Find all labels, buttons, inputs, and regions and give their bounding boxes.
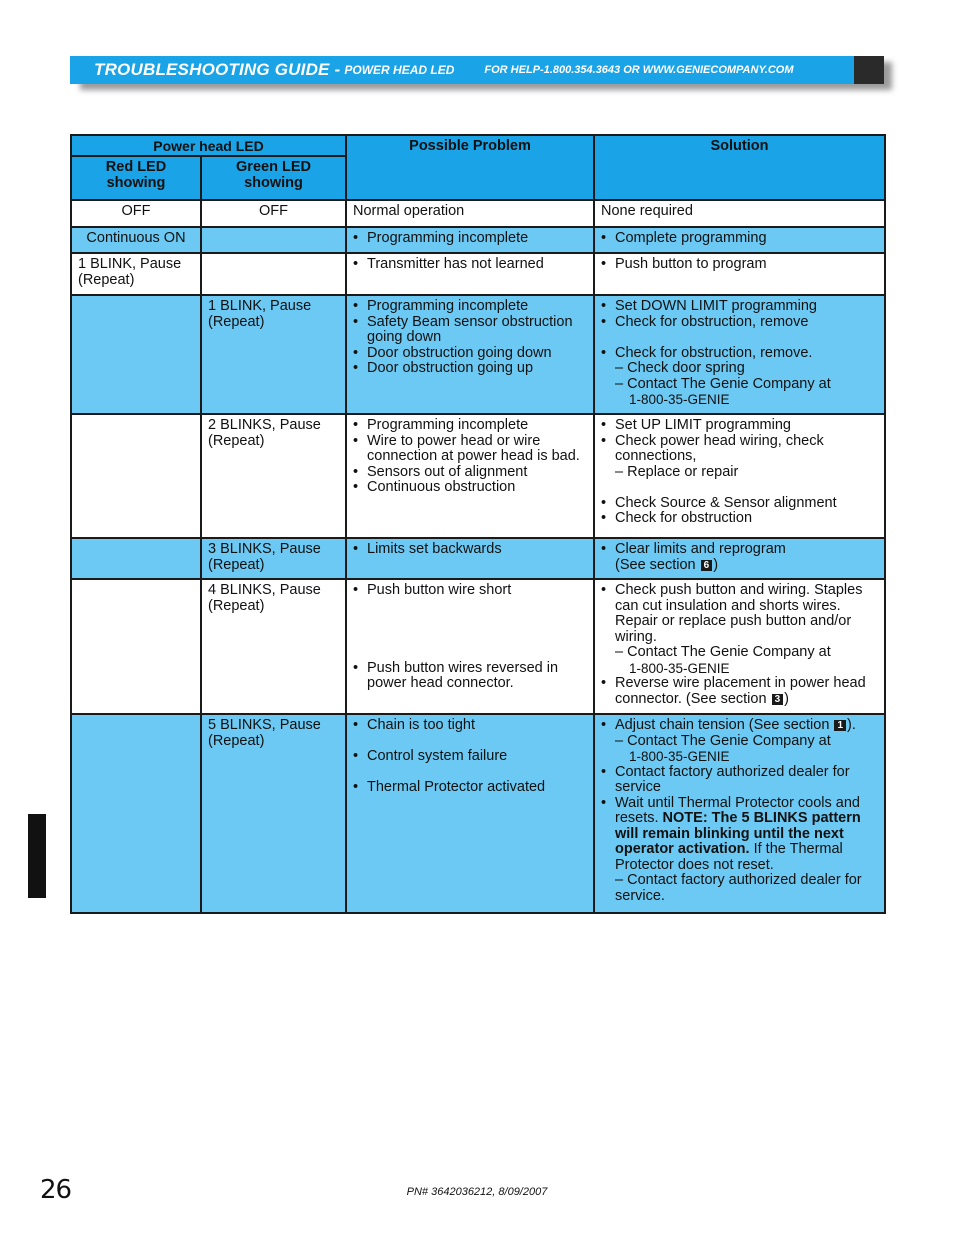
group-header-power-head-led: Power head LED bbox=[71, 135, 346, 156]
problem-cell bbox=[346, 714, 594, 913]
solution-item: • Check push button and wiring. Staples can cut insulation and shorts wires. Repair or replace push button and/or wiring. bbox=[601, 583, 878, 645]
problem-item: • Continuous obstruction bbox=[353, 480, 587, 496]
solution-item: • Adjust chain tension (See section 1 ). bbox=[601, 718, 878, 734]
green-led-cell bbox=[201, 253, 346, 295]
red-led-cell: Continuous ON bbox=[71, 227, 201, 253]
solution-item: • Clear limits and reprogram bbox=[601, 542, 878, 558]
solution-item: • Check for obstruction bbox=[601, 511, 878, 527]
green-led-cell: OFF bbox=[201, 200, 346, 227]
col-header-solution: Solution bbox=[594, 135, 885, 200]
header-banner bbox=[70, 56, 884, 84]
solution-subitem: – Contact The Genie Company at bbox=[615, 732, 831, 749]
solution-item: • Reverse wire placement in power head connector. (See section 3 ) bbox=[601, 676, 878, 707]
troubleshooting-table bbox=[70, 134, 886, 914]
solution-item: • Complete programming bbox=[601, 231, 878, 247]
solution-item: • Check power head wiring, check connections, bbox=[601, 434, 878, 465]
table-row bbox=[71, 538, 885, 579]
solution-cell bbox=[594, 414, 885, 538]
red-led-cell: OFF bbox=[71, 200, 201, 227]
problem-item: • Door obstruction going up bbox=[353, 361, 587, 377]
solution-item: • Wait until Thermal Protector cools and resets. NOTE: The 5 BLINKS pattern will remain blinking until the next operator activation. If the Thermal Protector does not reset. bbox=[601, 796, 878, 874]
problem-item: • Door obstruction going down bbox=[353, 346, 587, 362]
solution-subitem: (See section 6 ) bbox=[615, 556, 719, 573]
guide-title: TROUBLESHOOTING GUIDE - bbox=[94, 60, 341, 79]
red-led-cell bbox=[71, 295, 201, 414]
table-row bbox=[71, 227, 885, 253]
solution-cell bbox=[594, 714, 885, 913]
problem-cell bbox=[346, 253, 594, 295]
solution-subitem: – Contact factory authorized dealer for service. bbox=[615, 872, 862, 904]
part-number: PN# 3642036212, 8/09/2007 bbox=[406, 1186, 548, 1198]
section-ref-badge: 1 bbox=[834, 720, 846, 731]
problem-cell bbox=[346, 227, 594, 253]
banner-end-cap bbox=[854, 56, 884, 84]
section-ref-badge: 6 bbox=[701, 560, 713, 571]
problem-item: • Programming incomplete bbox=[353, 299, 587, 315]
guide-subtitle: POWER HEAD LED bbox=[344, 63, 455, 77]
table-row bbox=[71, 414, 885, 538]
thermal-note: NOTE: The 5 BLINKS pattern will remain blinking until the next operator activation. bbox=[615, 810, 861, 857]
table-row bbox=[71, 295, 885, 414]
problem-cell: Normal operation bbox=[346, 200, 594, 227]
page-number: 26 bbox=[40, 1175, 72, 1205]
table-row bbox=[71, 200, 885, 227]
phone-number: 1-800-35-GENIE bbox=[629, 660, 730, 676]
problem-item: • Push button wire short bbox=[353, 583, 587, 599]
problem-item: • Sensors out of alignment bbox=[353, 465, 587, 481]
problem-item: • Safety Beam sensor obstruction going down bbox=[353, 315, 587, 346]
solution-cell bbox=[594, 579, 885, 714]
solution-item: • Set UP LIMIT programming bbox=[601, 418, 878, 434]
solution-item: • Contact factory authorized dealer for service bbox=[601, 765, 878, 796]
table-row bbox=[71, 579, 885, 714]
solution-subitem: – Contact The Genie Company at bbox=[615, 375, 831, 392]
help-contact: FOR HELP-1.800.354.3643 OR WWW.GENIECOMPANY.COM bbox=[484, 64, 794, 76]
solution-subitem: – Contact The Genie Company at bbox=[615, 644, 831, 660]
green-led-cell: 2 BLINKS, Pause (Repeat) bbox=[201, 414, 346, 538]
green-led-cell bbox=[201, 227, 346, 253]
solution-item: • Push button to program bbox=[601, 257, 878, 273]
red-led-cell: 1 BLINK, Pause (Repeat) bbox=[71, 253, 201, 295]
solution-cell bbox=[594, 253, 885, 295]
col-header-green-led: Green LED showing bbox=[201, 156, 346, 200]
problem-item: • Wire to power head or wire connection at power head is bad. bbox=[353, 434, 587, 465]
solution-cell bbox=[594, 227, 885, 253]
problem-item: • Limits set backwards bbox=[353, 542, 587, 558]
problem-item: • Transmitter has not learned bbox=[353, 257, 587, 273]
table-row bbox=[71, 253, 885, 295]
green-led-cell: 3 BLINKS, Pause (Repeat) bbox=[201, 538, 346, 579]
solution-item: • Check for obstruction, remove. bbox=[601, 346, 878, 362]
problem-item: • Programming incomplete bbox=[353, 418, 587, 434]
solution-subitem: – Replace or repair bbox=[615, 463, 739, 480]
section-ref-badge: 3 bbox=[772, 694, 784, 705]
solution-cell: None required bbox=[594, 200, 885, 227]
red-led-cell bbox=[71, 414, 201, 538]
problem-item: • Push button wires reversed in power head connector. bbox=[353, 661, 587, 692]
solution-item: • Check Source & Sensor alignment bbox=[601, 496, 878, 512]
solution-item: • Set DOWN LIMIT programming bbox=[601, 299, 878, 315]
green-led-cell: 4 BLINKS, Pause (Repeat) bbox=[201, 579, 346, 714]
solution-cell bbox=[594, 538, 885, 579]
table-row bbox=[71, 714, 885, 913]
problem-item: • Thermal Protector activated bbox=[353, 780, 587, 796]
solution-item: • Check for obstruction, remove bbox=[601, 315, 878, 331]
green-led-cell: 5 BLINKS, Pause (Repeat) bbox=[201, 714, 346, 913]
solution-subitem: – Check door spring bbox=[615, 360, 745, 376]
col-header-problem: Possible Problem bbox=[346, 135, 594, 200]
problem-cell bbox=[346, 414, 594, 538]
col-header-red-led: Red LED showing bbox=[71, 156, 201, 200]
problem-cell bbox=[346, 295, 594, 414]
phone-number: 1-800-35-GENIE bbox=[629, 392, 730, 407]
problem-cell bbox=[346, 579, 594, 714]
red-led-cell bbox=[71, 579, 201, 714]
problem-item: • Control system failure bbox=[353, 749, 587, 765]
problem-item: • Chain is too tight bbox=[353, 718, 587, 734]
section-side-tab bbox=[28, 814, 46, 898]
green-led-cell: 1 BLINK, Pause (Repeat) bbox=[201, 295, 346, 414]
phone-number: 1-800-35-GENIE bbox=[629, 749, 730, 764]
problem-cell bbox=[346, 538, 594, 579]
red-led-cell bbox=[71, 714, 201, 913]
solution-cell bbox=[594, 295, 885, 414]
red-led-cell bbox=[71, 538, 201, 579]
problem-item: • Programming incomplete bbox=[353, 231, 587, 247]
